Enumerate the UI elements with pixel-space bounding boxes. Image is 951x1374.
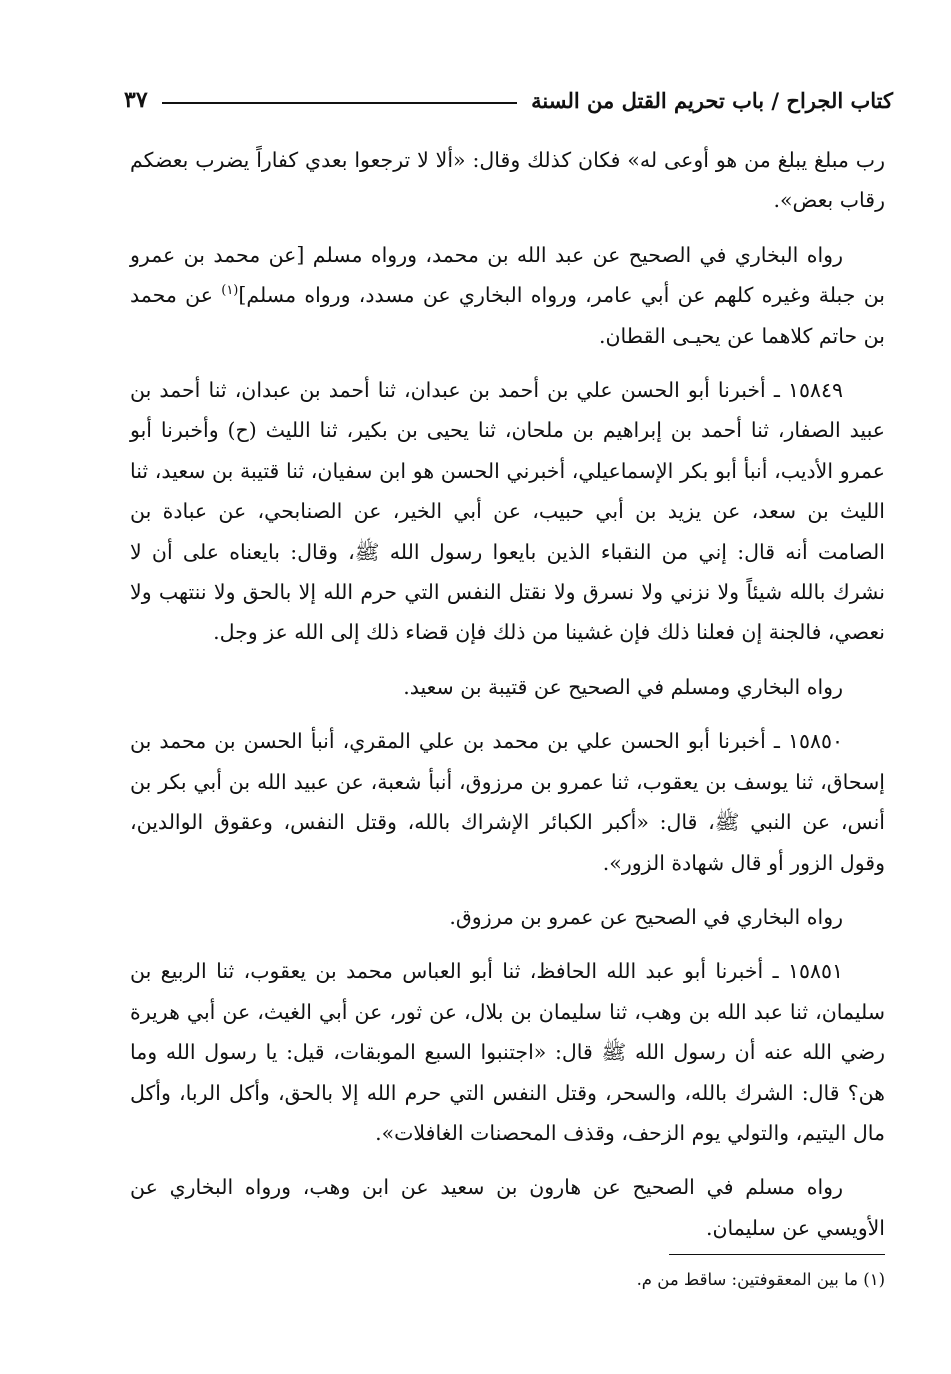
header-rule xyxy=(162,102,518,104)
paragraph-4 xyxy=(130,667,885,707)
paragraph-4-text: رواه البخاري ومسلم في الصحيح عن قتيبة بن سعيد. xyxy=(403,674,843,699)
paragraph-8 xyxy=(130,1167,885,1248)
hadith-15851 xyxy=(130,951,885,1153)
hadith-15851-text: ١٥٨٥١ ـ أخبرنا أبو عبد الله الحافظ، ثنا أبو العباس محمد بن يعقوب، ثنا الربيع بن سليمان، ثنا عبد الله بن وهب، ثنا سليمان بن بلال، عن ثور، عن أبي الغيث، عن أبي هريرة رضي الله عنه أن رسول الله ﷺ قال: «اجتنبوا السبع الموبقات، قيل: يا رسول الله وما هن؟ قال: الشرك بالله، والسحر، وقتل النفس التي حرم الله إلا بالحق، وأكل الربا، وأكل مال اليتيم، والتولي يوم الزحف، وقذف المحصنات الغافلات». xyxy=(130,959,885,1145)
header-title: كتاب الجراح / باب تحريم القتل من السنة xyxy=(531,87,893,113)
paragraph-2-text-after: عن محمد بن حاتم كلاهما عن يحيـى القطان. xyxy=(130,283,885,348)
paragraph-2 xyxy=(130,235,885,356)
paragraph-6 xyxy=(130,897,885,937)
hadith-15850 xyxy=(130,721,885,883)
footnote-reference: (١) xyxy=(221,283,239,299)
hadith-15850-text: ١٥٨٥٠ ـ أخبرنا أبو الحسن علي بن محمد بن علي المقري، أنبأ الحسن بن محمد بن إسحاق، ثنا يوسف بن يعقوب، ثنا عمرو بن مرزوق، أنبأ شعبة، عن عبيد الله بن أبي بكر بن أنس، عن النبي ﷺ، قال: «أكبر الكبائر الإشراك بالله، وقتل النفس، وعقوق الوالدين، وقول الزور أو قال شهادة الزور». xyxy=(130,729,885,875)
hadith-15849 xyxy=(130,370,885,653)
paragraph-6-text: رواه البخاري في الصحيح عن عمرو بن مرزوق. xyxy=(449,904,843,929)
paragraph-8-text: رواه مسلم في الصحيح عن هارون بن سعيد عن ابن وهب، ورواه البخاري عن الأويسي عن سليمان. xyxy=(130,1175,885,1240)
running-header xyxy=(124,82,893,118)
paragraph-2-text: رواه البخاري في الصحيح عن عبد الله بن محمد، ورواه مسلم [عن محمد بن عمرو بن جبلة وغيره كلهم عن أبي عامر، ورواه البخاري عن مسدد، ورواه مسلم] xyxy=(130,242,886,308)
hadith-15849-text: ١٥٨٤٩ ـ أخبرنا أبو الحسن علي بن أحمد بن عبدان، ثنا أحمد بن عبدان، ثنا أحمد بن عبيد الصفار، ثنا أحمد بن إبراهيم بن ملحان، ثنا يحيى بن بكير، ثنا الليث (ح) وأخبرنا أبو عمرو الأديب، أنبأ أبو بكر الإسماعيلي، أخبرني الحسن هو ابن سفيان، ثنا قتيبة بن سعيد، ثنا الليث بن سعد، عن يزيد بن أبي حبيب، عن أبي الخير، عن الصنابحي، عن عبادة بن الصامت أنه قال: إني من النقباء الذين بايعوا رسول الله ﷺ، وقال: بايعناه على أن لا نشرك بالله شيئاً ولا نزني ولا نسرق ولا نقتل النفس التي حرم الله إلا بالحق ولا ننتهب ولا نعصي، فالجنة إن فعلنا ذلك فإن غشينا من ذلك فإن قضاء ذلك إلى الله عز وجل. xyxy=(130,378,885,645)
paragraph-1 xyxy=(130,140,885,221)
paragraph-1-text: رب مبلغ يبلغ من هو أوعى له» فكان كذلك وقال: «ألا لا ترجعوا بعدي كفاراً يضرب بعضكم رقاب بعض». xyxy=(130,148,885,213)
footnote: (١) ما بين المعقوفتين: ساقط من م. xyxy=(636,1270,885,1289)
page-number: ٣٧ xyxy=(124,87,148,113)
body-text xyxy=(130,140,885,1262)
footnote-separator xyxy=(669,1254,885,1255)
